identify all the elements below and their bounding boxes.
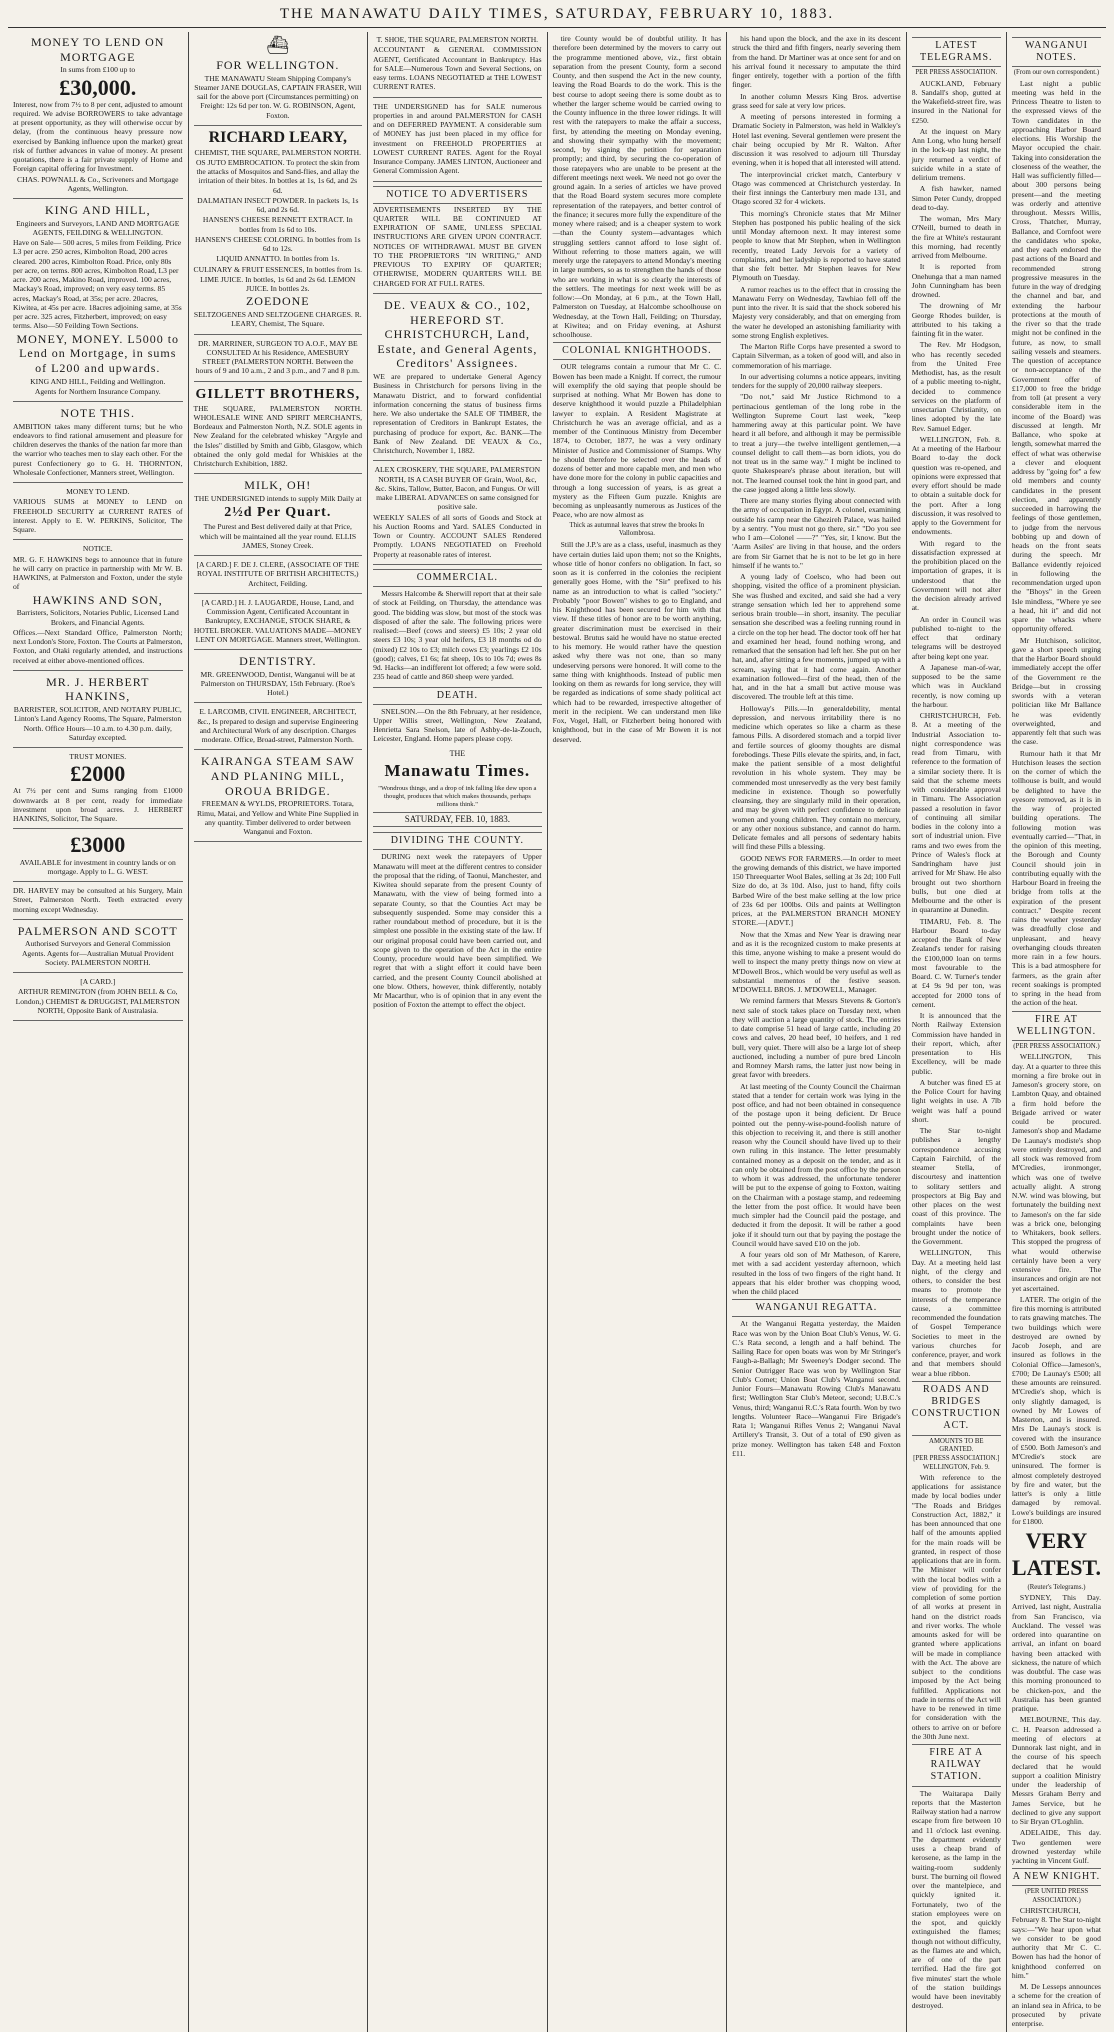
article-heading: LATEST TELEGRAMS. [912,37,1001,67]
ad-body: [A CARD.] H. J. LAUGARDE, House, Land, and Commission Agent, Certificated Accountant in Bankruptcy, EXCHANGE, STOCK SHARE, & HOTEL BROKER. VALUATIONS MADE—MONEY LENT ON MORTGAGE. Manners street, Wellington. [193,597,362,644]
column-5 [726,32,906,2032]
ad-for-wellington [194,35,363,126]
news-item: In our advertising columns a notice appears, inviting tenders for the supply of 20,000 railway sleepers. [732,371,901,390]
ad-dr-marriner [194,339,363,382]
ad-listing: Have on Sale— 500 acres, 5 miles from Feilding. Price L3 per acre. 250 acres, Kimbolton Road, 200 acres cleared. 200 acres, Kimbolton Road. Price, only 80s per acre, on terms. 800 acres, Kimbolton Road, L3 per acre. 200 acres, Makino Road, improved. 100 acres, Mackay's Road, improved; on very easy terms. 85 acres, Mackay's Road, at 35s; per acre. 20acres, Kiwitea, at 45s per acre. 18acres adjoining same, at 35s per acre. 325 acres, Fitzherbert, improved; on easy terms. Also—50 Feilding Town Sections. [13,238,182,331]
article-heading: A NEW KNIGHT. [1012,1868,1101,1886]
ad-milk [194,478,363,556]
ad-body: MR. G. F. HAWKINS begs to announce that in future he will carry on practice in partnership with Mr W. B. HAWKINS, at Palmerston and Foxton, under the style of [13,554,183,592]
article-commercial [373,569,542,682]
ad-body: ARTHUR REMINGTON (from JOHN BELL & Co, London,) CHEMIST & DRUGGIST, PALMERSTON NORTH, Opposite Bank of Australasia. [15,987,180,1015]
ad-body: ACCOUNTANT & GENERAL COMMISSION AGENT, Certificated Accountant in Bankruptcy. Has for SALE—Numerous Town and Several Sections, on easy terms. LOANS NEGOTIATED at THE LOWEST CURRENT RATES. [373,45,542,92]
article-body: With reference to the applications for assistance made by local bodies under "The Roads and Bridges Construction Act, 1882," it has been announced that one half of the amounts applied for the main roads will be granted, in respect of those applications that are in form. The Minister will confer with the local bodies with a view of providing for the completion of some portion of all works at present in hand on the district roads and river works. The whole amounts asked for will be granted where applications will be made in compliance with the Act. The above are subject to the conditions imposed by the Act being fulfilled. Applications not made in terms of the Act will have to be renewed in time for consideration with the others to arrive on or before the 30th June next. [911,1472,1001,1741]
ad-item: CULINARY & FRUIT ESSENCES, In bottles from 1s. [193,264,363,274]
news-item: We remind farmers that Messrs Stevens & Gorton's next sale of stock takes place on Tuesday next, when they will auction a large quantity of stock. The entries to date comprise 51 head of large cattle, including 20 cows and calves, 20 head beef, 10 heifers, and 1 red bull, very quiet. There will also be a large lot of sheep auctioned, including a number of pure bred Lincoln and Romney Marsh rams, the latter just now being in great favor with breeders. [732,996,901,1080]
article-quote: Thick as autumnal leaves that strew the brooks In Vallombrosa. [569,521,705,537]
article-body: SNELSON.—On the 8th February, at her residence, Upper Willis street, Wellington, New Zealand, Henrietta Sara Snelson, late of Ashby-de-la-Zouch, Leicester, England. Home papers please copy. [373,706,542,744]
telegram: It is reported from Onehunga that a man named John Cunningham has been drowned. [911,262,1001,300]
ad-body: ALEX CROSKERY, THE SQUARE, PALMERSTON NORTH, IS A CASH BUYER OF Grain, Wool, &c, &c. Skins, Tallow, Butter, Bacon, and Fungus. Or will make LIBERAL ADVANCES on same consigned for positive sale. [374,465,541,512]
article-body: M. De Lesseps announces a scheme for the creation of an inland sea in Africa, to be prosecuted by private enterprise. [1011,1982,1101,2028]
news-item: This morning's Chronicle states that Mr Milner Stephen has postponed his public healing of the sick until Monday afternoon next. It may interest some people to know that Mr Stephen, when in Wellington recently, treated Lady Jervois for a variety of complaints, and her ladyship is reported to have stated that she felt better. Mr Stephen leaves for New Plymouth on Tuesday. [732,208,901,283]
news-item: A four years old son of Mr Matheson, of Karere, met with a sad accident yesterday afternoon, which resulted in the loss of two fingers of the right hand. It appears that his elder brother was chopping wood, when the child placed [732,1250,901,1296]
telegram: SYDNEY, This Day. Arrived, last night, Australia from San Francisco, via Auckland. The vessel was ordered into quarantine on arrival, an infant on board having been attacked with sickness, the nature of which was doubtful. The case was this morning pronounced to be chicken-pox, and the Australia has been granted pratique. [1011,1593,1101,1713]
masthead: THE MANAWATU DAILY TIMES, SATURDAY, FEBRUARY 10, 1883. [8,6,1106,28]
ad-item: ZOEDONE [245,294,310,309]
article-body: Rumour hath it that Mr Hutchison leases the section on the corner of which the tollhouse is built, and would be delighted to have the eyesore removed, as it is in the way of projected building operations. The following motion was eventually carried—"That, in the opinion of this meeting, the Borough and County Council should join in contributing equally with the Harbour Board in freeing the bridge from tolls at the expiration of the present contract." Despite recent rains the weather yesterday was dreadfully close and unpleasant, and heavy overhanging clouds threaten more rain in a few hours. This is a bad atmosphere for farmers, as the grain after recent soakings is prompted to spring in the head from the action of the heat. [1011,748,1101,1008]
ad-body-2: WEEKLY SALES of all sorts of Goods and Stock at his Auction Rooms and Yard. SALES Conducted in Town or Country. ACCOUNT SALES Rendered Promptly. LOANS NEGOTIATED on Freehold Property at reasonable rates of interest. [373,512,542,559]
telegram: With regard to the dissatisfaction expressed at the prohibition placed on the importation of grapes, it is understood that the Government will not alter the decision already arrived at. [911,538,1001,613]
paper-name: Manawatu Times. [384,761,531,781]
local-news [732,34,901,1296]
ad-body: THE UNDERSIGNED has for SALE numerous properties in and around PALMERSTON for CASH and on DEFERRED PAYMENT. A considerable sum of MONEY has just been placed in my office for investment on FREEHOLD PROPERTIES at LOWEST CURRENT RATES. Agent for the Royal Insurance Company. JAMES LINTON, Auctioneer and General Commission Agent. [373,101,542,176]
ad-croskery [373,465,542,565]
ad-heading: NOTICE. [82,544,113,554]
news-item: There are many stories flying about connected with the army of occupation in Egypt. A colonel, examining outside his camp near the Ghezireh Palace, was hailed by a sentry. "You must not go there, sir." "Do you see who I am—Colonel ——?" "Yes, sir, I know. But the 'Aarm Asiles' are living in that house, and the orders are from Sir Garnet that he is not to be let go in here himself if he wants to." [732,496,901,570]
ad-title: GILLETT BROTHERS, [195,386,361,402]
article-body: CHRISTCHURCH, February 8. The Star to-night says:—"We hear upon what we consider to be good authority that Mr C. C. Bowen has had the honor of knighthood conferred on him." [1011,1906,1101,1980]
ad-heading: MILK, OH! [244,478,312,493]
ad-dentistry [194,654,363,703]
ad-title: DE. VEAUX & CO., 102, HEREFORD ST. CHRISTCHURCH, Land, Estate, and General Agents, Creditors' Assignees. [377,297,538,371]
ad-item: DALMATIAN INSECT POWDER. In packets 1s, 1s 6d, and 2s 6d. [197,195,359,215]
ad-palmerson-scott [13,924,183,973]
ad-laugarde [194,598,363,650]
ad-heading: TRUST MONIES. [69,752,127,762]
telegram: The drowning of Mr George Rhodes builder, is attributed to his taking a fainting fit in the water. [911,301,1001,339]
ad-heading: NOTE THIS. [60,406,135,421]
press-line: [PER PRESS ASSOCIATION.] WELLINGTON, Feb. 9. [913,1455,1000,1471]
ad-body: DR. MARRINER, SURGEON TO A.O.F., MAY BE CONSULTED At his Residence, AMESBURY STREET (PALMERSTON NORTH. Between the hours of 9 and 10 a.m., 2 and 3 p.m., and 7 and 8 p.m. [195,338,360,376]
news-item: A rumor reaches us to the effect that in crossing the Manawatu Ferry on Wednesday, Tawhiao fell off the punt into the river. It is said that the shock sobered his Majesty very considerably, and that on emerging from the water he developed an astonishing familiarity with some strong English expletives. [732,284,901,340]
ad-money-mortgage [13,35,183,199]
ad-body: [A CARD.] F. DE J. CLERE, (ASSOCIATE OF THE ROYAL INSTITUTE OF BRITISH ARCHITECTS,) Architect, Feilding. [196,560,360,588]
press-line: (PER PRESS ASSOCIATION.) [1013,1043,1100,1051]
ad-firm-sub: Barristers, Solicitors, Notaries Public, Licensed Land Brokers, and Financial Agents. [16,608,179,627]
news-item: Now that the Xmas and New Year is drawing near and as it is the recognized custom to make presents at this time, anyone wishing to make a present would do well to inspect the many pretty things now on view at M'Dowell Bros., which would be very useful as well as substantial mementos of the festive season. M'DOWELL BROS. J. M'DOWELL, Manager. [732,929,901,994]
columns [8,32,1106,2028]
column-6 [906,32,1106,2032]
ad-item: HANSEN'S CHEESE RENNETT EXTRACT. In bottles from 1s 6d to 10s. [202,215,353,234]
column-3 [367,32,547,2032]
ad-heading: MONEY TO LEND ON MORTGAGE [31,35,165,64]
article-dividing-county [373,832,542,1009]
article-dividing-continued [553,34,722,339]
ad-item: LIQUID ANNATTO. In bottles from 1s. [216,254,340,264]
telegram: The woman, Mrs Mary O'Neill, burned to death in the fire at White's restaurant this morning, had recently arrived from Melbourne. [911,214,1001,261]
news-item: A young lady of Coelsco, who had been out shopping, visited the office of a prominent physician. She was flushed and excited, and said she had a very strange sensation which led her to apprehend some serious brain trouble—in short, insanity. The peculiar sensation she described was a feeling running round in a circle on the top her head. The doctor took off her hat and examined her head, found nothing wrong, and remarked that the sensation had left her. She put on her hat, and, after sitting a few moments, jumped up with a scream, saying that it had come again. Another examination followed—first of the head, then of the hat, and in the hat a small but active mouse was discovered. The trouble left at this time. [732,572,901,702]
article-heading: FIRE AT WELLINGTON. [1012,1011,1101,1041]
column-4 [547,32,727,2032]
ad-de-veaux [373,298,542,461]
ad-heading: NOTICE TO ADVERTISERS [373,186,542,204]
ad-signature: CHAS. POWNALL & Co., Scriveners and Mortgage Agents, Wellington. [17,174,179,193]
telegram: WELLINGTON, This Day. At a meeting held last night, of the clergy and others, to consider the best means to promote the interests of the temperance cause, a committee recommended the foundation of Gospel Temperance Societies to meet in the various churches for conference, prayer, and work and that members should wear a blue ribbon. [911,1248,1001,1378]
ad-amount: £3000 [70,832,126,858]
article-body: The Waitarapa Daily reports that the Masterton Railway station had a narrow escape from fire between 10 and 11 o'clock last evening. The department evidently uses a cheap brand of kerosene, as the lamp in the waiting-room suddenly burst. The burning oil flowed over the mantelpiece, and quickly ignited it. Fortunately, two of the station employees were on the spot, and quickly extinguished the flames; though not without difficulty, as the flames ate and which, are of one of the part terrified. Had the fire got five minutes' start the whole of the station buildings would have been inevitably destroyed. [911,1788,1001,2011]
ad-item: OS JUTO EMBROCATION. To protect the skin from the attacks of Mosquitos and Sand-flies, and allay the irritation of their bites. In bottles at 1s, 1s 6d, and 2s 6d. [195,157,360,195]
news-item: "Do not," said Mr Justice Richmond to a pertinacious gentleman of the long robe in the Wellington Supreme Court last week, "keep hammering away at this particular point. We have heard it all before, and although it may be permissible to treat a jury—the twelve intelligent gentlemen,—a counsel delight to call them—as born idiots, you do not treat us in the same way." I might be inclined to quote Shakespeare's phrase about iteration, but will not. The learned counsel took the hint in good part, and the case jogged along a little less slowly. [732,392,901,494]
article-body: tire County would be of doubtful utility. It has therefore been determined by the movers to carry out the programme mentioned above, viz., first obtain separation from the present County, form a second County, and then suspend the Act in the new county, leaving the Road Boards to do the work. This is the best course to adopt seeing there is some doubt as to whether the larger scheme would be carried owing to the County influence in the three lower ridings. It will rest with the ratepayers to make the affair a success, first, by attending the meeting on Monday evening, and showing their sympathy with the movement; second, by signing the petition for separation promptly; and third, by securing the co-operation of those ratepayers who are unable to be present at the different meetings next week. We need not go over the ground again. In a series of articles we have proved that the Road Board system secures more complete representation of the ratepayers, and better control of the finance; it secures more fully the expenditure of the money where raised; and is a cheaper system to work—than the County system—advantages which struggling settlers cannot afford to lose sight of. Without referring to those matters again, we will merely urge the ratepayers to attend Monday's meeting in large numbers, so as to strengthen the hands of those who are working in what is so clearly the interests of the settlers. The meetings for next week will be as follow:—On Monday, at 6 p.m., at the Town Hall, Palmerston on Tuesday, at Halcombe schoolhouse on Wednesday, at the Town Hall, Feilding; on Thursday, at Kiwitea; and on Friday evening, at Ashurst schoolhouse. [552,34,722,339]
article-body-2: Still the J.P.'s are as a class, useful, inasmuch as they have certain duties laid upon them; not so the Knights, whose title of honor confers no obligation. In fact, so soon as it is conferred in the colonies the recipient generally goes Home, with the "Sir" prefixed to his name as an introduction to what is called "society." Probably "poor Bowen" wishes to go to England, and his Knighthood has been secured for him with that view. If these titles of honor are to be worth anything, greater discrimination must be exercised in their bestowal. Brutus said he would have no statue erected to his memory. He would rather have the question asked why there was not one, than so many undeserving persons were honored. It will come to the same thing with knighthoods. Instead of public men looking on them as rewards for long service, they will be regarded as indications of some shady political act which had to be rewarded, irrespective altogether of merit in the recipient. We can understand men like Fox, Vogel, Hall, or Fitzherbert being honored with knighthood, but in the case of Mr Bowen it is not deserved. [552,540,722,744]
steamship-icon: ⛴ [266,35,290,55]
ad-body: MR. GREENWOOD, Dentist, Wanganui will be at Palmerston on THURSDAY, 15th February. (Roe's Hotel.) [200,669,356,698]
article-body: WELLINGTON, This day. At a quarter to three this morning a fire broke out in Jameson's grocery store, on Lambton Quay, and obtained a firm hold before the Brigade arrived or water could be procured. Jameson's shop and Madame De Launay's modiste's shop were entirely destroyed, and all stock was removed from M'Credies, ironmonger, which was one of twelve actually alight. A strong N.W. wind was blowing, but fortunately the building next to Jameson's on the far side was a brick one, belonging to Whitakers, book sellers. This stopped the progress of what would otherwise certainly have been a very extensive fire. The insurances and origin are not yet ascertained. [1011,1052,1101,1293]
article-heading: WANGANUI NOTES. [1012,37,1101,67]
ad-notice-advertisers [373,186,542,294]
news-item: The interprovincial cricket match, Canterbury v Otago was commenced at Christchurch yesterday. In their first innings the Canterbury men made 131, and Otago scored 32 for 4 wickets. [732,169,901,207]
ad-body: WE are prepared to undertake General Agency Business in Christchurch for persons living in the Manawatu District, and to forward confidential information concerning the status of business firms here. We also undertake the SALE OF TIMBER, the representation of Creditors in Bankrupt Estates, the purchasing of produce for export, &c. BANK—The Bank of New Zealand. DE VEAUX & Co., Christchurch, November 1, 1882. [373,372,542,456]
ad-king-hill-2: KING AND HILL, Feilding and Wellington. [30,376,166,386]
ad-gillett-brothers [194,386,363,475]
article-body: Last night a public meeting was held in the Princess Theatre to listen to the expressed views of the Town candidates in the approaching Harbor Board elections. His Worship the Mayor occupied the chair. Taking into consideration the closeness of the weather, the Hall was sufficiently filled—about 300 persons being present—and the meeting was orderly and attentive throughout. Messrs Willis, Cross, Thatcher, Murray, Ballance, and Cornfoot were the candidates who spoke, and they each endorsed the past actions of the Board and recommended strong progressive measures in the future in the way of dredging the channel and bar, and extending the harbour protections at the mouth of the river so that the trade might not be confined in the future, as now, to small sailing vessels and steamers. The question of acceptance or non-acceptance of the Government offer of £17,000 to free the bridge from toll (at present a very considerable item in the income of the Board) was discussed at length. Mr Ballance, who spoke at length, somewhat marred the effect of what was otherwise a clever and eloquent address by "going for" a few old members and county candidates in the present election, and apparently succeeded in harrowing the feelings of those gentlemen, to judge from the nervous bobbing up and down of heads on the front seats during the speech. Mr Ballance evidently rejoiced in following the recommendation urged upon the "Bhoys" in the Green Isle mindless, "Where ye see a head, hit it" and did not spare the whacks where opportunity offered. [1011,78,1101,634]
news-item: The Marton Rifle Corps have presented a sword to Captain Silverman, as a token of good will, and also in commemoration of his marriage. [732,342,901,370]
ad-heading: MONEY TO LEND. [66,487,130,497]
ad-title: T. SHOE, THE SQUARE, PALMERSTON NORTH. [376,35,539,44]
article-heading: COLONIAL KNIGHTHOODS. [553,342,722,360]
column-6a [907,32,1006,2032]
telegram: TIMARU, Feb. 8. The Harbour Board to-day accepted the Bank of New Zealand's tender for raising the £100,000 loan on terms most favourable to the Board. C. W. Turner's tender at £4 9s 9d per ton, was accepted for 2000 tons of cement. [911,916,1001,1009]
article-subheading: (From our own correspondent.) [1013,69,1100,77]
ad-kairanga-mill [194,754,363,842]
ad-body: AVAILABLE for investment in country lands or on mortgage. Apply to L. G. WEST. [19,857,176,876]
ad-body: THE SQUARE, PALMERSTON NORTH. WHOLESALE WINE AND SPIRIT MERCHANTS, Bordeaux and Palmerston North, N.Z. SOLE agents in New Zealand for the celebrated whiskey "Argyle and the Isles" distilled by Smith and Gibb, Glasgow, which obtained the only gold medal for Whiskies at the Christchurch Exhibition, 1882. [193,403,363,469]
ad-title: PALMERSON AND SCOTT [17,923,178,938]
article-heading: DEATH. [373,687,542,705]
ad-agents: Agents for Northern Insurance Company. [34,386,161,396]
article-body: Messrs Halcombe & Sherwill report that at their sale of stock at Feilding, on Thursday, the attendance was good. The bidding was slow, but most of the stock was disposed of after the sale. The following prices were realised:—Beef (cows and steers) £5 10s; 2 year old steers £3 10s; 3 year old heifers, £3 18 months od do (mixed) £2 10s to £3; milch cows £3; yearlings £2 10s (good); calves, £1 6s; fat sheep, 10s to 10s 7d; ewes 8s 9d. Hacks—an indifferent lot offered; a few were sold. 235 head of cattle and 860 sheep were yarded. [373,589,542,682]
ad-amount: £2000 [70,761,126,787]
ad-firm-name: HAWKINS AND SON, [32,592,163,607]
ad-money-money: MONEY, MONEY. L5000 to Lend on Mortgage, in sums of L200 and upwards. [16,331,180,375]
article-body: LATER. The origin of the fire this morning is attributed to rats gnawing matches. The two buildings which were destroyed are owned by Jacob Joseph, and are insured as follows in the Colonial Office—Jameson's, £700; De Launay's £500; all these amounts are reinsured. M'Credie's shop, which is only slightly damaged, is owned by Mr Lowes of Masterton, and is insured. Mrs De Launay's stock is covered with the insurance of £500. Both Jameson's and M'Credie's stock are uninsured. The former is almost completely destroyed by fire and water, but the latter's is only a little damaged by removal. Lowe's buildings are insured for £1800. [1011,1294,1101,1526]
ad-body: BARRISTER, SOLICITOR, AND NOTARY PUBLIC, Linton's Land Agency Rooms, The Square, Palmerston North. Office Hours—10 a.m. to 4.30 p.m. daily, Saturday excepted. [13,705,182,742]
ad-item: SELTZOGENES AND SELTZOGENE CHARGES. R. LEARY, Chemist, The Square. [193,310,362,329]
ad-subtitle: CHEMIST, THE SQUARE, PALMERSTON NORTH. [194,147,362,157]
ad-title: RICHARD LEARY, [208,128,348,146]
ad-heading: DENTISTRY. [239,654,317,669]
column-6b [1006,32,1106,2032]
article-heading: COMMERCIAL. [373,569,542,587]
news-item: his hand upon the block, and the axe in its descent struck the third and fifth fingers, nearly severing them from the hand. Dr Martiner was at once sent for and on his arrival found it necessary to amputate the third finger entirely, together with a portion of the fifth finger. [732,34,901,90]
very-latest-heading: VERY LATEST. [1011,1528,1101,1580]
column-1 [8,32,188,2032]
ad-remington [13,977,183,1021]
article-body: OUR telegrams contain a rumour that Mr C. C. Bowen has been made a Knight. If correct, the rumour will exemplify the old saying that people should be surprised at nothing. What Mr Bowen has done to deserve knighthood it would puzzle a Philadelphian lawyer to explain. A Resident Magistrate at Christchurch he was an average official, and as a member of the Continuous Ministry from December 1874, to October, 1877, he was a very ordinary Minister of Justice and Commissioner of Stamps. Why he should therefore be selected over the heads of dozens of better and more capable men, and men who have done more for the colony in public capacities and through a long succession of years, is as great a mystery as the Fifteen Gum puzzle. Knights are becoming as unpleasantly numerous as Justices of the Peace, who are now almost as [552,362,722,520]
ad-body: E. LARCOMB, CIVIL ENGINEER, ARCHITECT, &c., Is prepared to design and supervise Engineering and Architectural Work of any description. Charges moderate. Office, Broad-street, Palmerston North. [197,707,359,745]
telegram: WELLINGTON, Feb. 8. At a meeting of the Harbour Board to-day the dock question was re-opened, and opinions were expressed that every effort should be made to obtain a suitable dock for the port. After a long discussion, it was resolved to apply to the Government for endowments. [911,434,1001,537]
ad-item: HANSEN'S CHEESE COLORING. In bottles from 1s 6d to 12s. [194,234,361,254]
paper-motto: "Wondrous things, and a drop of ink falling like dew upon a thought, produces that which makes thousands, perhaps millions think." [378,785,537,809]
ad-note-this [13,406,183,483]
article-subheading: AMOUNTS TO BE GRANTED. [929,1437,984,1453]
article-heading: FIRE AT A RAILWAY STATION. [912,1744,1001,1787]
ad-hankins [13,675,183,748]
article-heading: ROADS AND BRIDGES CONSTRUCTION ACT. [912,1381,1001,1436]
ad-amount: £30,000. [59,74,137,100]
telegram: At the inquest on Mary Ann Long, who hung herself in the lock-up last night, the jury returned a verdict of suicide while in a state of delirium tremens. [911,126,1001,183]
ad-body: Authorised Surveyors and General Commission Agents. Agents for—Australian Mutual Provident Society. PALMERSTON NORTH. [21,939,174,967]
ad-price: 2½d Per Quart. [224,505,332,521]
news-item: A meeting of persons interested in forming a Dramatic Society in Palmerston, was held in Walkley's Hotel last evening. Several gentlemen were present the chair being occupied by Mr R. Walton. After discussion it was resolved to adjourn till Thursday evening, when it is hoped that all interested will attend. [732,112,901,168]
ad-dr-harvey [13,886,183,920]
ad-money-to-lend [13,487,183,540]
ad-body: THE MANAWATU Steam Shipping Company's Steamer JANE DOUGLAS, CAPTAIN FRASER, Will sail for the above port (Circumstances permitting) on Freight: 12s 6d per ton. W. G. ROBINSON, Agent, Foxton. [194,73,362,120]
ad-body: Interest, now from 7½ to 8 per cent, adjusted to amount required. We advise BORROWERS to take advantage at present opportunity, as they will otherwise occur by delay, (from the continuous heavy pressure now exercised by Banking influence upon the market) great risk of further advances in value of money. At present quotations, there is a fair private supply of Home and Foreign capital offering for Investment. [13,99,183,174]
ad-larcomb [194,707,363,750]
article-heading: WANGANUI REGATTA. [732,1299,901,1317]
telegram: It is announced that the North Railway Extension Commission have handed in their report, which, after presentation to His Excellency, will be made public. [911,1011,1001,1076]
ad-shoe [373,35,542,98]
telegram: AUCKLAND, February 8. Sandall's shop, gutted at the Wakefield-street fire, was insured in the National for £250. [911,78,1001,125]
ad-heading: FOR WELLINGTON. [216,57,340,72]
ad-title: KAIRANGA STEAM SAW AND PLANING MILL, OROUA BRIDGE. [200,754,355,798]
press-line: (PER UNITED PRESS ASSOCIATION.) [1024,1888,1089,1904]
editorial-masthead [373,749,542,828]
ad-subtitle: Engineers and Surveyors, LAND AND MORTGAGE AGENTS, FEILDING & WELLINGTON. [16,218,180,237]
ad-body-2: The Purest and Best delivered daily at that Price, which will be maintained all the year round. ELLIS JAMES, Stoney Creek. [199,522,357,550]
article-body: At the Wanganui Regatta yesterday, the Maiden Race was won by the Union Boat Club's Venus, W. G. C.'s Rata second, a length and a half behind. The Sailing Race for open boats was won by Mr Stringer's Faugh-a-Ballagh; Mr Sweeney's Dodger second. The Senior Outrigger Race was won by Wellington Star Club's Comet; Union Boat Club's Wanganui second. Junior Fours—Manawatu Rowing Club's Manawatu first; Wellington Star Club's Meteor, second; U.B.C.'s Venus, third; Wanganui R.C.'s Rata fourth. Won by two lengths. Volunteer Race—Wanganui Fire Brigade's Rata 1; Wanganui Rifles Venus 2; Wanganui Naval Artillery's Transit, 3. Out of a total of £90 given as prize money. Wellington has taken £48 and Foxton £11. [732,1319,901,1458]
ad-body: At 7½ per cent and Sums ranging from £1000 downwards at 8 per cent, ready for immediate investment upon broad acres. J. HERBERT HANKINS, Solicitor, The Square. [13,786,183,824]
news-item: Holloway's Pills.—In generaldebility, mental depression, and nervous irritability there is no medicine which operates so like a charm as these famous Pills. A disordered stomach and a torpid liver and fertile sources of gloomy thoughts are dismal forebodings. These Pills elevate the spirits, and, in fact, make the patient sensible of a most delightful revolution in his whole system. They may be commended most unreservedly as the very best family medicine in existence. Though so powerfully cleansing, they are singularly mild in their operation, and may be given with perfect confidence to delicate women and young children. They contain no mercury, or any other noxious substance, and cannot do harm. Delicate females and all persons of sedentary habits will find these Pills a blessing. [732,703,901,852]
article-death [373,687,542,744]
telegram: An order in Council was published to-night to the effect that ordinary telegrams will be destroyed after being kept one year. [911,614,1001,661]
ad-card-label: [A CARD.] [80,977,116,987]
ad-item: LIME JUICE. In bottles, 1s 6d and 2s 6d. LEMON JUICE. In bottles 2s. [200,274,356,294]
article-colonial-knighthoods [553,342,722,744]
ad-title: KING AND HILL, [44,203,151,218]
ad-king-hill [13,203,183,402]
telegram: A butcher was fined £5 at the Police Court for having light weights in use. A 7lb weight was half a pound short. [911,1077,1001,1124]
news-item: At last meeting of the County Council the Chairman stated that a tender for certain work was lying in the post office, and had not been obtained in consequence of the postage upon it being deficient. Dr Bruce pointed out the penny-wise-pound-foolish nature of this objection to receiving it, and there is still another reason why the Council should have lived up to their own ruling in this instance. The letter presumably contained money as a deposit on the tender, and as it can only be obtained from the post office by the person to whom it was addressed, the unfortunate tenderer will be put to the expense of going to Foxton, waiting on the Chairman with a postage stamp, and redeeming the letter from the post office. It would have been much simpler had the Council paid the postage, and deducted it from the deposit. It will be rather a good joke if it should turn out that by paying the postage the Council would have saved £10 on the job. [732,1081,901,1248]
ad-available [13,833,183,882]
ad-body: FREEMAN & WYLDS, PROPRIETORS. Totara, Rimu, Matai, and Yellow and White Pine Supplied in any quantity. Timber delivered to order between Wanganui and Foxton. [196,799,359,837]
telegram: A fish hawker, named Simon Peter Cundy, dropped dead to-day. [911,184,1001,212]
article-body: DURING next week the ratepayers of Upper Manawatu will meet at the different centres to consider the proposal that the riding, of Taonui, Manchester, and Kiwitea should separate from the present County of Manawatu, with the view of being formed into a separate County, so that the Counties Act may be subsequently suspended. Some may consider this a rather roundabout method of procedure, but it is the simplest one possible in the existing state of the law. If our original proposal could have been carried out, and scope given to the operation of the Act in the entire County, procedure would have been simplified. We regret that with a slight effort it could have been carried, and the present County Council abolished at one blow. Others, however, think differently, notably Mr Macarthur, who is of opinion that in any event the position of Foxton the attempt to effect the object. [373,852,542,1010]
ad-clere [194,560,363,594]
telegram: The Star to-night publishes a lengthy correspondence accusing Captain Fairchild, of the steamer Stella, of discourtesy and inattention to solitary settlers and prospectors at Big Bay and other places on the west coast of this province. The complaints have been brought under the notice of the Government. [911,1126,1001,1247]
ad-offices: Offices.—Next Standard Office, Palmerston North; next London's Store, Foxton. The Courts at Palmerston, Foxton, and Otaki regularly attended, and instructions received at either above-mentioned offices. [13,627,183,665]
column-2 [188,32,368,2032]
news-item: In another column Messrs King Bros. advertise grass seed for sale at very low prices. [732,91,901,110]
ad-body: AMBITION takes many different turns; but he who endeavors to find rational amusement and pleasure for children deserves the thanks of the nation far more than the warrior who teaches men to slay each other. For the purest Confectionery go to G. H. THORNTON, Wholesale Confectioner, Manners street, Wellington. [13,421,183,477]
telegram: ADELAIDE, This day. Two gentlemen were drowned yesterday while yachting in Vincent Gulf. [1011,1828,1101,1865]
telegram: MELBOURNE, This day. C. H. Pearson addressed a meeting of electors at Dunnorak last night, and in the course of his speech declared that he would support a coalition Ministry under the leadership of Messrs Graham Berry and James Service, but he declined to give any support to Sir Bryan O'Loghlin. [1011,1715,1101,1826]
article-wanganui-regatta [732,1299,901,1458]
ad-richard-leary [194,130,363,335]
ad-title: MR. J. HERBERT HANKINS, [46,674,150,704]
ad-body: ADVERTISEMENTS INSERTED BY THE QUARTER WILL BE CONTINUED AT EXPIRATION OF SAME, UNLESS SPECIAL INSTRUCTIONS ARE GIVEN UPON CONTRACT. NOTICES OF WITHDRAWAL MUST BE GIVEN TO THE PROPRIETORS "IN WRITING," AND PREVIOUS TO EXPIRY OF QUARTER; OTHERWISE, MODERN QUARTERS WILL BE CHARGED FOR AT FULL RATES. [373,204,542,288]
editorial-date: SATURDAY, FEB. 10, 1883. [373,812,542,827]
paper-article: THE [449,748,466,758]
telegram: CHRISTCHURCH, Feb. 8. At a meeting of the Industrial Association to-night correspondence was read from Timaru, with reference to the formation of a similar society there. It is said that the scheme meets with considerable approval in Timaru. The Association passed a resolution in favor of continuing all similar bodies in the colony into a sort of industrial union. Five rams and two ewes from the Prince of Wales's flock at Sandringham have just arrived for Mr Shaw. He also brought out two shorthorn bulls, but one died at Melbourne and the other is in quarantine at Dunedin. [911,711,1001,915]
press-line: PER PRESS ASSOCIATION. [915,69,998,77]
telegram: A Japanese man-of-war, supposed to be the same which was in Auckland recently, is now coming up the harbour. [911,662,1001,709]
ad-body: DR. HARVEY may be consulted at his Surgery, Main Street, Palmerston North. Teeth extracted every morning except Wednesday. [13,886,183,914]
article-body: Mr Hutchison, solicitor, gave a short speech urging that the Harbor Board should immediately accept the offer of the Government re the Bridge—but in crossing swords with a veteran politician like Mr Ballance he was evidently overweighted, and apparently felt that such was the case. [1011,635,1101,747]
ad-subline: In sums from £100 up to [60,65,136,75]
press-line: (Reuter's Telegrams.) [1027,1583,1086,1591]
telegram: The Rev. Mr Hodgson, who has recently seceded from the United Free Methodist, has, as the result of a public meeting to-night, decided to commence services on the platform of unsectarian Christianity, on lines adopted by the late Rev. Samuel Edger. [911,340,1001,433]
article-heading: DIVIDING THE COUNTY. [373,832,542,850]
news-item: GOOD NEWS FOR FARMERS.—In order to meet the growing demands of this district, we have imported 150 Threequarter Wool Bales, selling at 3s 2d; 100 Full Size do do, at 3s 10d. Also, just to hand, fifty coils Barbed Wire of the best make selling at the low price of 23s 6d per 100lbs. Oils and paints at Wellington prices, at the PALMERSTON BRANCH MONEY STORE.—[ADVT.] [732,853,901,928]
ad-linton [373,102,542,182]
ad-notice-hawkins [13,544,183,670]
ad-body: THE UNDERSIGNED intends to supply Milk Daily at [194,493,362,503]
ad-trust-monies [13,752,183,829]
ad-body: VARIOUS SUMS at MONEY to LEND on FREEHOLD SECURITY at CURRENT RATES of interest. Apply to E. W. PERKINS, Solicitor, The Square. [13,497,183,535]
